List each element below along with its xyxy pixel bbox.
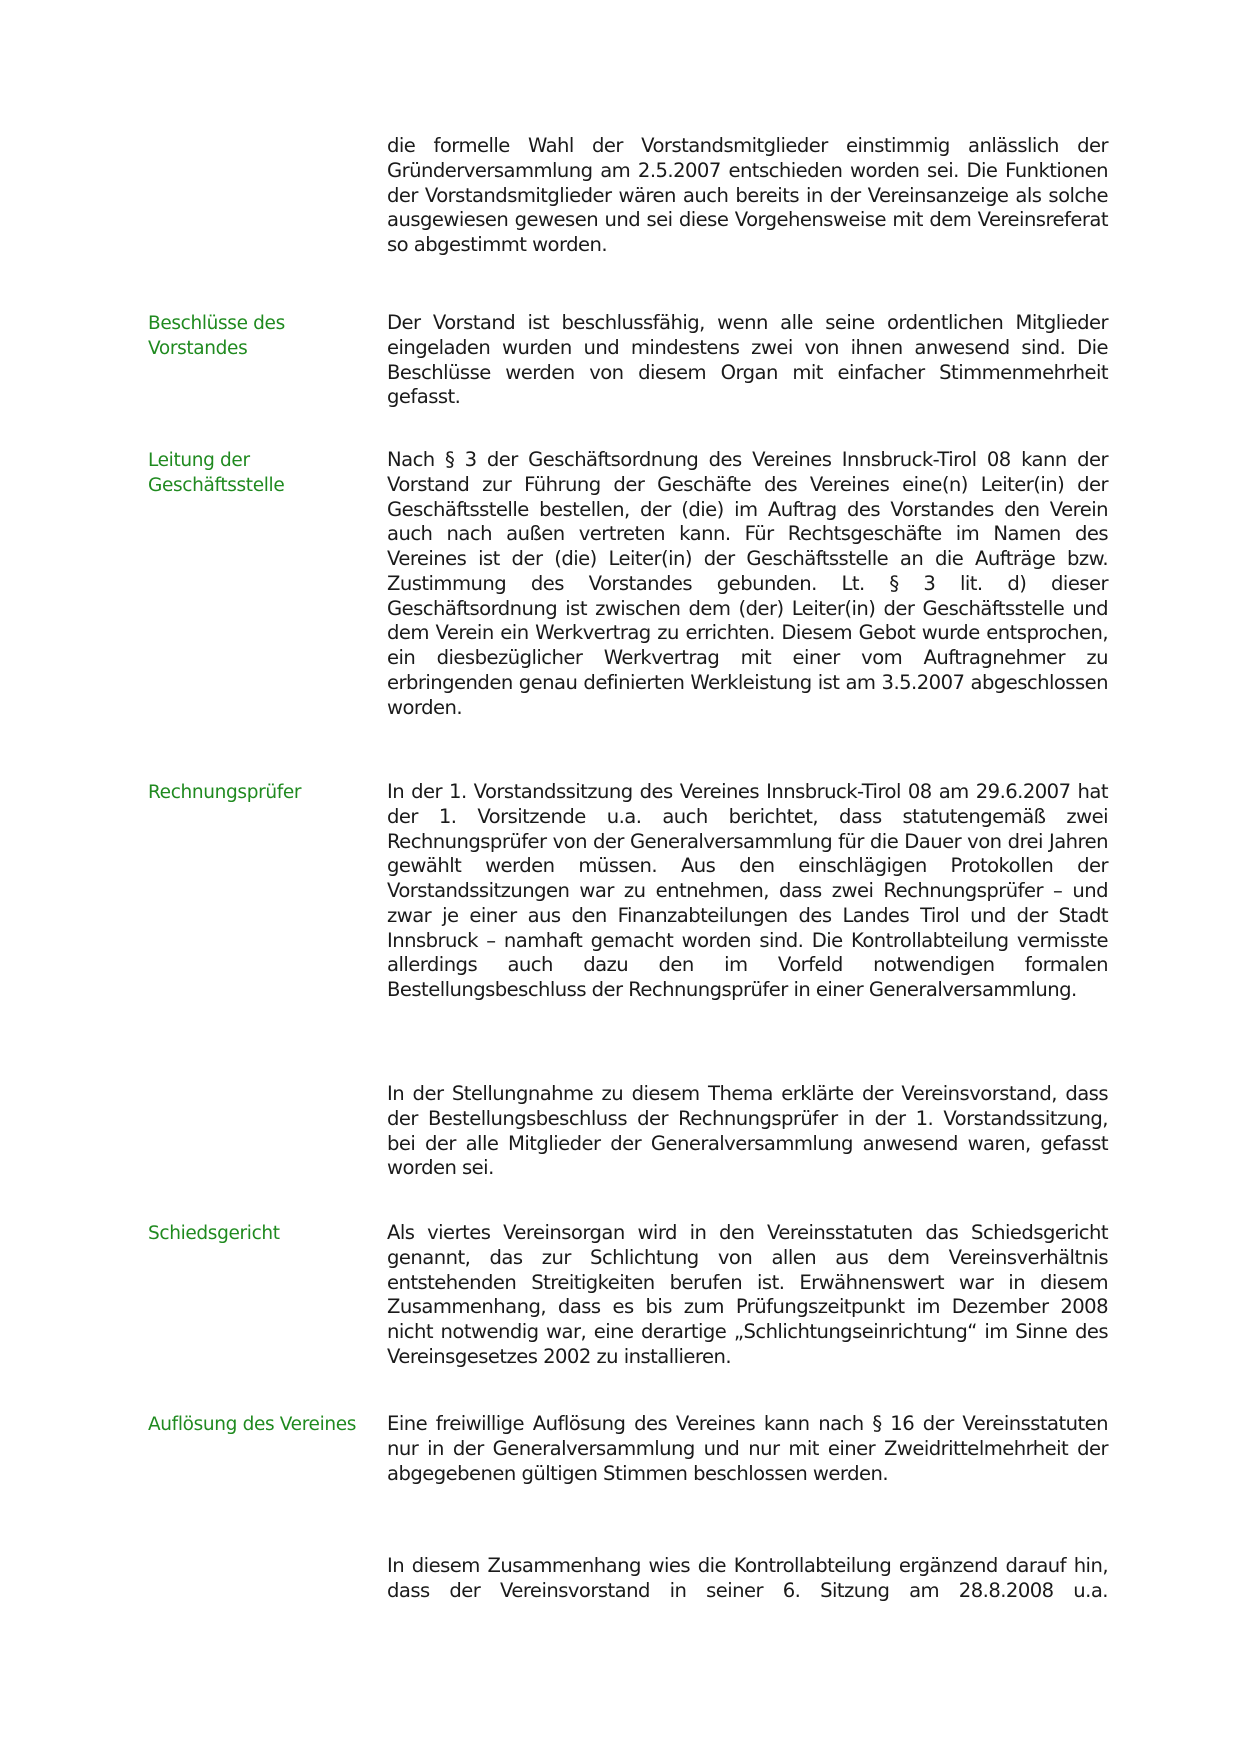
paragraph-rechnungspruefer-2: In der Stellungnahme zu diesem Thema erklärte der Vereinsvorstand, dass der Bestellungsbeschluss der Rechnungsprüfer in der 1. Vorstandssitzung, bei der alle Mitglieder der Generalversammlung anwesend waren, gefasst worden sei.	[387, 1082, 1108, 1180]
paragraph-beschluesse: Der Vorstand ist beschlussfähig, wenn alle seine ordentlichen Mitglieder eingeladen wurden und mindestens zwei von ihnen anwesend sind. Die Beschlüsse werden von diesem Organ mit einfacher Stimmenmehrheit gefasst.	[387, 311, 1108, 409]
paragraph-rechnungspruefer-1: In der 1. Vorstandssitzung des Vereines Innsbruck-Tirol 08 am 29.6.2007 hat der 1. Vorsitzende u.a. auch berichtet, dass statutengemäß zwei Rechnungsprüfer von der Generalversammlung für die Dauer von drei Jahren gewählt werden müssen. Aus den einschlägigen Protokollen der Vorstandssitzungen war zu entnehmen, dass zwei Rechnungsprüfer – und zwar je einer aus den Finanzabteilungen des Landes Tirol und der Stadt Innsbruck – namhaft gemacht worden sind. Die Kontrollabteilung vermisste allerdings auch dazu den im Vorfeld notwendigen formalen Bestellungsbeschluss der Rechnungsprüfer in einer Generalversammlung.	[387, 780, 1108, 1001]
paragraph-schiedsgericht: Als viertes Vereinsorgan wird in den Vereinsstatuten das Schiedsgericht genannt, das zur Schlichtung von allen aus dem Vereinsverhältnis entstehenden Streitigkeiten berufen ist. Erwähnenswert war in diesem Zusammenhang, dass es bis zum Prüfungszeitpunkt im Dezember 2008 nicht notwendig war, eine derartige „Schlichtungseinrichtung“ im Sinne des Vereinsgesetzes 2002 zu installieren.	[387, 1221, 1108, 1368]
side-heading-schiedsgericht: Schiedsgericht	[148, 1223, 280, 1244]
paragraph-aufloesung-2: In diesem Zusammenhang wies die Kontrollabteilung ergänzend darauf hin, dass der Vereinsvorstand in seiner 6. Sitzung am 28.8.2008 u.a.	[387, 1554, 1108, 1602]
paragraph-aufloesung-1: Eine freiwillige Auflösung des Vereines kann nach § 16 der Vereinsstatuten nur in der Generalversammlung und nur mit einer Zweidrittelmehrheit der abgegebenen gültigen Stimmen beschlossen werden.	[387, 1412, 1108, 1485]
paragraph-leitung: Nach § 3 der Geschäftsordnung des Vereines Innsbruck-Tirol 08 kann der Vorstand zur Führung der Geschäfte des Vereines eine(n) Leiter(in) der Geschäftsstelle bestellen, der (die) im Auftrag des Vorstandes den Verein auch nach außen vertreten kann. Für Rechtsgeschäfte im Namen des Vereines ist der (die) Leiter(in) der Geschäftsstelle an die Aufträge bzw. Zustimmung des Vorstandes gebunden. Lt. § 3 lit. d) dieser Geschäftsordnung ist zwischen dem (der) Leiter(in) der Geschäftsstelle und dem Verein ein Werkvertrag zu errichten. Diesem Gebot wurde entsprochen, ein diesbezüglicher Werkvertrag mit einer vom Auftragnehmer zu erbringenden genau definierten Werkleistung ist am 3.5.2007 abgeschlossen worden.	[387, 448, 1108, 719]
side-heading-leitung-der-geschaeftsstelle: Leitung der Geschäftsstelle	[148, 450, 285, 496]
paragraph-vorstandswahl: die formelle Wahl der Vorstandsmitglieder einstimmig anlässlich der Gründerversammlung am 2.5.2007 entschieden worden sei. Die Funktionen der Vorstandsmitglieder wären auch bereits in der Vereinsanzeige als solche ausgewiesen gewesen und sei diese Vorgehensweise mit dem Vereinsreferat so abgestimmt worden.	[387, 134, 1108, 256]
side-heading-beschluesse-des-vorstandes: Beschlüsse des Vorstandes	[148, 313, 285, 359]
side-heading-aufloesung-des-vereines: Auflösung des Vereines	[148, 1414, 357, 1435]
side-heading-rechnungspruefer: Rechnungsprüfer	[148, 782, 302, 803]
